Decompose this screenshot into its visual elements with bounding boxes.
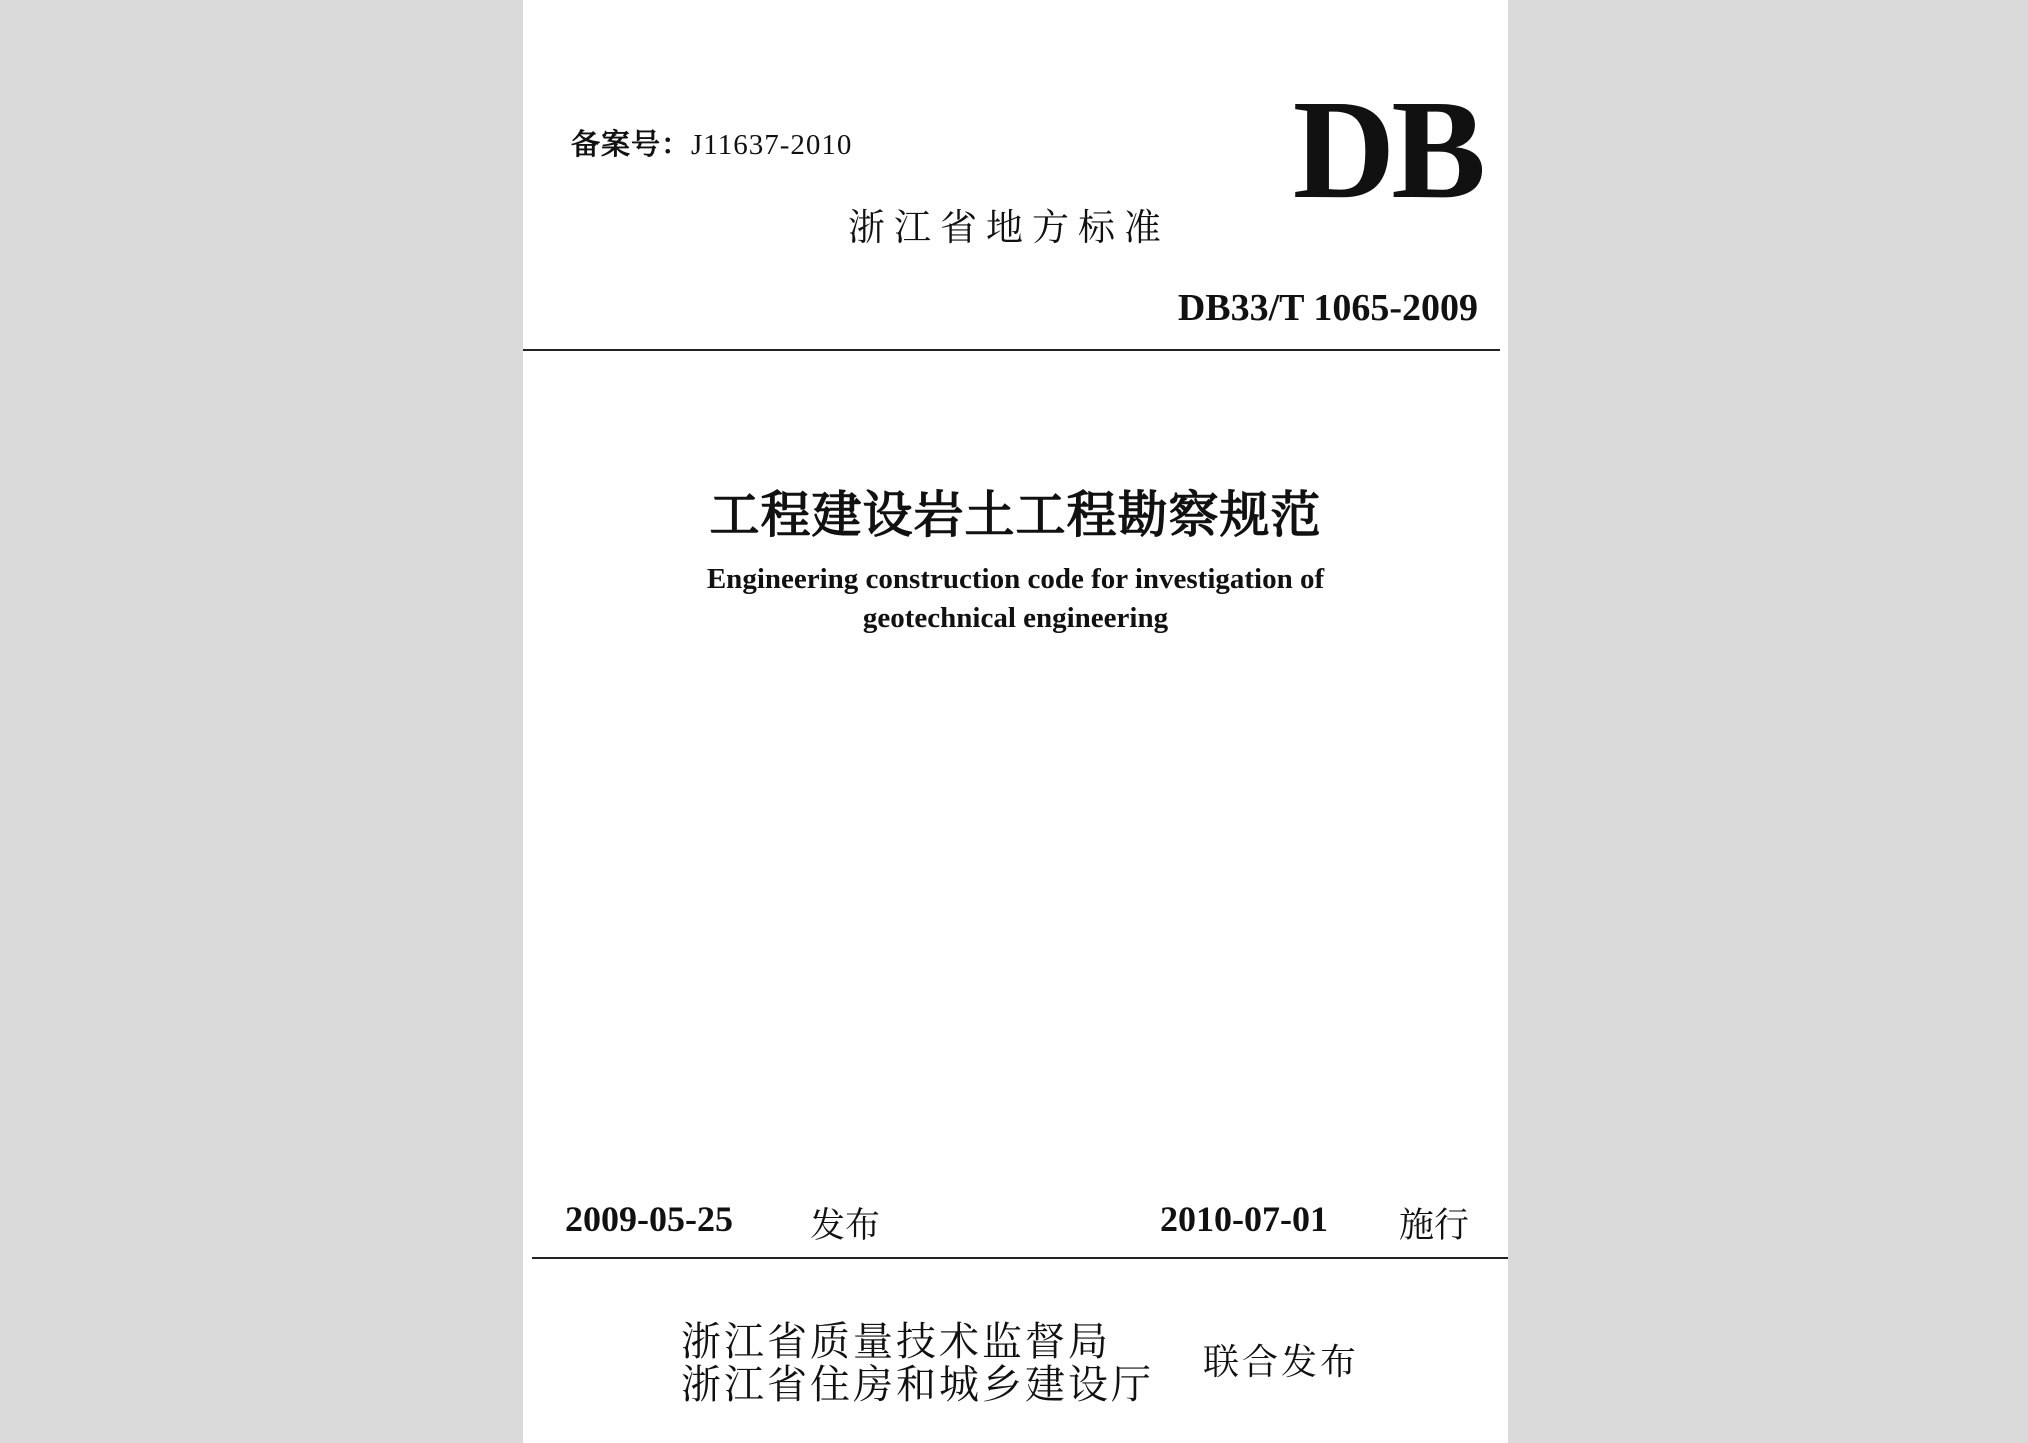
issuer-housing-department: 浙江省住房和城乡建设厅 (681, 1362, 1154, 1408)
title-english (523, 560, 1508, 638)
standard-type: 浙江省地方标准 (848, 206, 1170, 249)
top-divider (523, 349, 1500, 351)
implement-date: 2010-07-01 (1160, 1199, 1328, 1239)
document-cover-page (523, 0, 1508, 1443)
issuer-quality-bureau: 浙江省质量技术监督局 (681, 1319, 1111, 1365)
title-english-line-2: geotechnical engineering (862, 602, 1169, 634)
title-english-line-1: Engineering construction code for investigation of (706, 563, 1325, 595)
issue-date: 2009-05-25 (565, 1199, 733, 1239)
implement-label: 施行 (1399, 1206, 1470, 1246)
joint-issue-label: 联合发布 (1203, 1342, 1360, 1383)
db-logo: DB (1292, 70, 1482, 228)
title-chinese: 工程建设岩土工程勘察规范 (709, 485, 1322, 544)
filing-number (571, 122, 852, 163)
bottom-divider (532, 1257, 1508, 1259)
filing-number-prefix: 备案号： (571, 127, 692, 161)
filing-number-value: J11637-2010 (691, 129, 853, 161)
issue-label: 发布 (810, 1206, 881, 1246)
standard-number: DB33/T 1065-2009 (1177, 287, 1478, 329)
